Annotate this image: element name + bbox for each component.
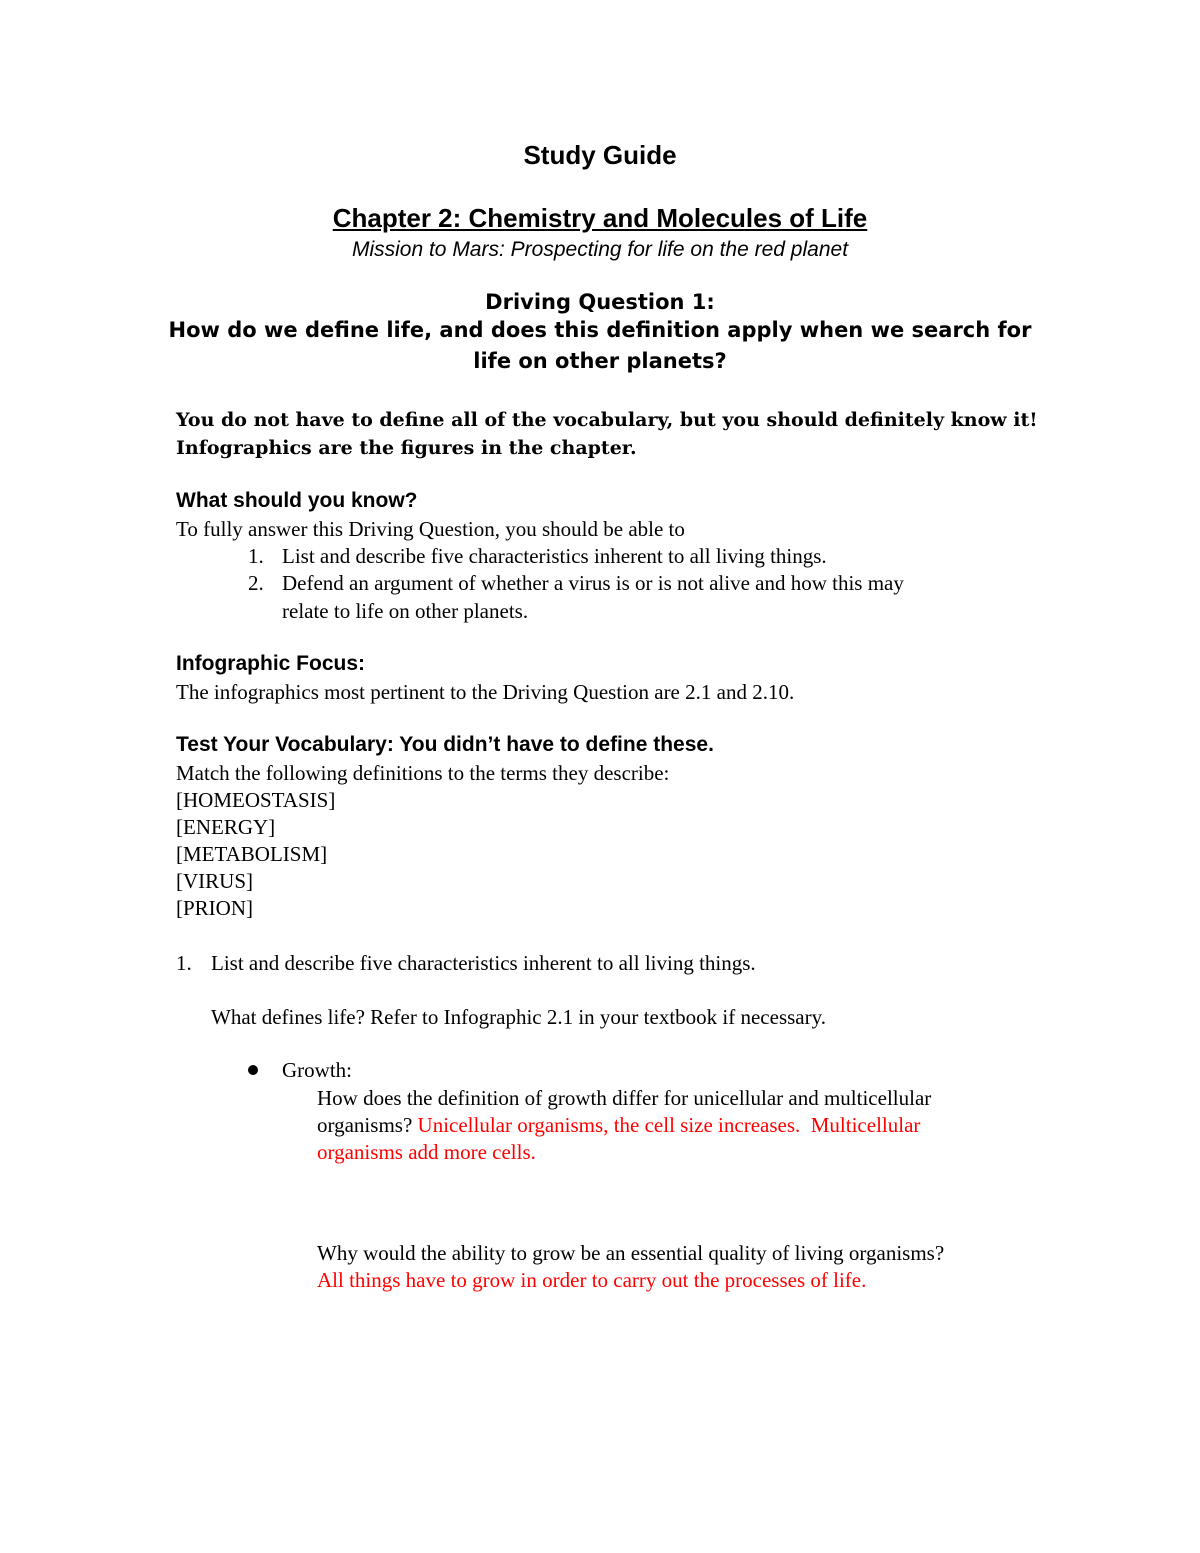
bullet-label: Growth: (282, 1058, 352, 1082)
know-heading: What should you know? (176, 489, 418, 512)
growth-question-1-end: organisms? (317, 1113, 418, 1137)
driving-question-line-2: life on other planets? (473, 349, 727, 373)
document-title: Study Guide (523, 140, 677, 170)
vocab-heading: Test Your Vocabulary: You didn’t have to define these. (176, 733, 714, 756)
note-line-2: Infographics are the figures in the chapter. (176, 437, 637, 459)
question-text: List and describe five characteristics inherent to all living things. (211, 951, 756, 975)
vocab-term: [METABOLISM] (176, 842, 328, 866)
infographic-text: The infographics most pertinent to the Driving Question are 2.1 and 2.10. (176, 680, 795, 704)
know-item-text-continued: relate to life on other planets. (282, 599, 529, 623)
vocab-term: [VIRUS] (176, 869, 253, 893)
infographic-heading: Infographic Focus: (176, 652, 365, 675)
know-item-number: 1. (248, 544, 264, 568)
question-number: 1. (176, 951, 192, 975)
note-line-1: You do not have to define all of the vocabulary, but you should definitely know it! (176, 409, 1038, 431)
growth-answer-2: All things have to grow in order to carry out the processes of life. (317, 1268, 867, 1292)
growth-question-1-line-2 (317, 1113, 920, 1138)
bullet-icon (248, 1065, 258, 1075)
question-prompt: What defines life? Refer to Infographic 2.1 in your textbook if necessary. (211, 1005, 826, 1029)
know-item-text: Defend an argument of whether a virus is or is not alive and how this may (282, 571, 904, 595)
chapter-title: Chapter 2: Chemistry and Molecules of Life (332, 203, 868, 233)
driving-question-line-1: How do we define life, and does this definition apply when we search for (168, 318, 1032, 342)
growth-question-1: How does the definition of growth differ for unicellular and multicellular (317, 1086, 932, 1110)
vocab-term: [ENERGY] (176, 815, 276, 839)
growth-question-2: Why would the ability to grow be an essential quality of living organisms? (317, 1241, 945, 1265)
chapter-subtitle: Mission to Mars: Prospecting for life on the red planet (351, 238, 849, 261)
vocab-intro: Match the following definitions to the terms they describe: (176, 761, 670, 785)
vocab-term: [HOMEOSTASIS] (176, 788, 336, 812)
driving-question-label: Driving Question 1: (485, 290, 715, 314)
know-intro: To fully answer this Driving Question, you should be able to (176, 517, 685, 541)
growth-answer-1-continued: organisms add more cells. (317, 1140, 536, 1164)
vocab-term: [PRION] (176, 896, 253, 920)
know-item-text: List and describe five characteristics inherent to all living things. (282, 544, 827, 568)
know-item-number: 2. (248, 571, 264, 595)
growth-answer-1: Unicellular organisms, the cell size increases. Multicellular (417, 1113, 921, 1137)
